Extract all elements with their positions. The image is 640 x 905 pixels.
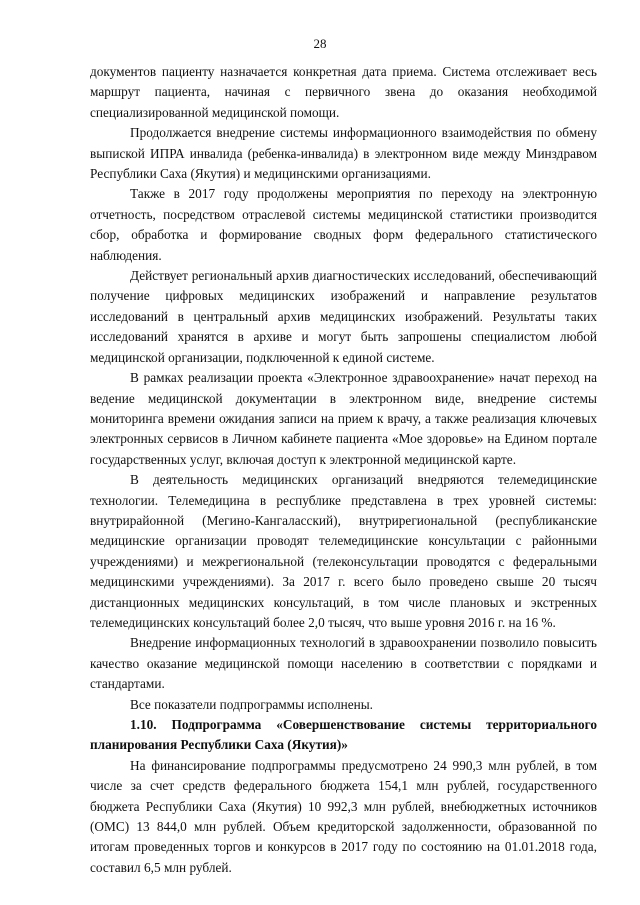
paragraph-diagnostic-archive: Действует региональный архив диагностических исследований, обеспечивающий получение цифровых медицинских изображений и направление результатов исследований в центральный архив медицинских изображений. Результаты таких исследований хранятся в архиве и могут быть запрошены специалистом любой медицинской организации, подключенной к единой системе. — [90, 268, 597, 365]
paragraph-electronic-reporting: Также в 2017 году продолжены мероприятия по переходу на электронную отчетность, посредством отраслевой системы медицинской статистики производится сбор, обработка и формирование сводных форм федерального статистического наблюдения. — [90, 186, 597, 263]
page-number: 28 — [313, 36, 327, 51]
document-body — [90, 62, 597, 878]
paragraph-e-health-project: В рамках реализации проекта «Электронное здравоохранение» начат переход на ведение медицинской документации в электронном виде, внедрение системы мониторинга времени ожидания записи на прием к врачу, а также реализация ключевых электронных сервисов в Личном кабинете пациента «Мое здоровье» на Едином портале государственных услуг, включая доступ к электронной медицинской карте. — [90, 370, 597, 467]
paragraph-telemedicine: В деятельность медицинских организаций внедряются телемедицинские технологии. Телемедицина в республике представлена в трех уровней системы: внутрирайонной (Мегино-Кангаласский), внутрирегиональной (республиканские медицинские организации проводят телемедицинские консультации с районными учреждениями) и межрегиональной (телеконсультации проводятся с федеральными медицинскими учреждениями). За 2017 г. всего было проведено свыше 20 тысяч дистанционных медицинских консультаций, в том числе плановых и экстренных телемедицинских консультаций более 2,0 тысяч, что выше уровня 2016 г. на 16 %. — [90, 472, 597, 630]
section-heading: 1.10. Подпрограмма «Совершенствование системы территориального планирования Республики Саха (Якутия)» — [90, 717, 597, 753]
paragraph-ipra-exchange: Продолжается внедрение системы информационного взаимодействия по обмену выпиской ИПРА инвалида (ребенка-инвалида) в электронном виде между Минздравом Республики Саха (Якутия) и медицинскими организациями. — [90, 125, 597, 182]
paragraph-it-quality: Внедрение информационных технологий в здравоохранении позволило повысить качество оказание медицинской помощи населению в соответствии с порядками и стандартами. — [90, 635, 597, 692]
paragraph-indicators-fulfilled: Все показатели подпрограммы исполнены. — [130, 696, 373, 712]
paragraph-financing: На финансирование подпрограммы предусмотрено 24 990,3 млн рублей, в том числе за счет средств федерального бюджета 154,1 млн рублей, государственного бюджета Республики Саха (Якутия) 10 992,3 млн рублей, внебюджетных источников (ОМС) 13 844,0 млн рублей. Объем кредиторской задолженности, образованной по итогам проведенных торгов и конкурсов в 2017 году по состоянию на 01.01.2018 года, составил 6,5 млн рублей. — [90, 757, 597, 875]
paragraph-continuation: документов пациенту назначается конкретная дата приема. Система отслеживает весь маршрут пациента, начиная с первичного звена до оказания необходимой специализированной медицинской помощи. — [90, 64, 597, 120]
